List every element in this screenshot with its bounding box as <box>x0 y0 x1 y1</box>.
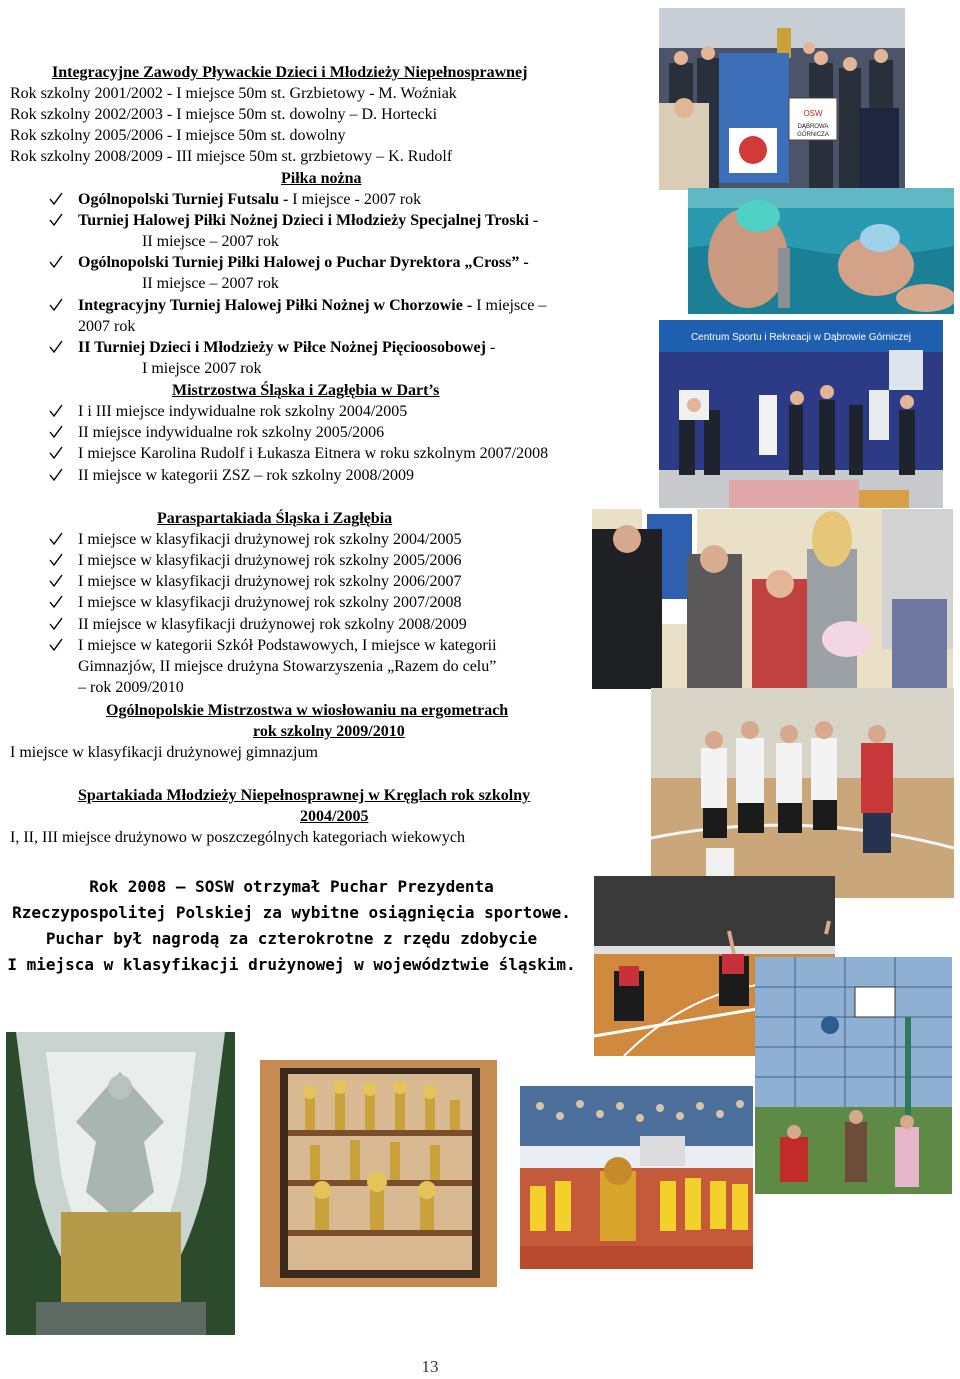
checkmark-icon <box>48 467 64 483</box>
paraspartakiada-item-cont: – rok 2009/2010 <box>78 679 184 696</box>
checkmark-icon <box>48 552 64 568</box>
checkmark-icon <box>48 531 64 547</box>
checkmark-icon <box>48 339 64 355</box>
football-item-cont: I miejsce 2007 rok <box>142 360 262 377</box>
checkmark-icon <box>48 212 64 228</box>
checkmark-icon <box>48 403 64 419</box>
bowling-heading: Spartakiada Młodzieży Niepełnosprawnej w Kręglach rok szkolny <box>78 787 531 804</box>
paraspartakiada-item: I miejsce w klasyfikacji drużynowej rok szkolny 2006/2007 <box>78 573 462 590</box>
football-item: Integracyjny Turniej Halowej Piłki Nożnej w Chorzowie - I miejsce – <box>78 297 547 314</box>
checkmark-icon <box>48 616 64 632</box>
paraspartakiada-heading: Paraspartakiada Śląska i Zagłębia <box>157 510 393 527</box>
crystal-trophy-photo <box>6 1032 235 1335</box>
paraspartakiada-item: I miejsce w kategorii Szkół Podstawowych, I miejsce w kategorii <box>78 637 497 654</box>
paraspartakiada-item: I miejsce w klasyfikacji drużynowej rok szkolny 2005/2006 <box>78 552 462 569</box>
swimming-pool-photo <box>688 188 954 314</box>
swimming-line: Rok szkolny 2008/2009 - III miejsce 50m st. grzbietowy – K. Rudolf <box>10 148 453 165</box>
paraspartakiada-item-cont: Gimnazjów, II miejsce drużyna Stowarzyszenia „Razem do celu” <box>78 658 497 675</box>
rowing-heading: rok szkolny 2009/2010 <box>253 723 405 740</box>
darts-item: I miejsce Karolina Rudolf i Łukasza Eitnera w roku szkolnym 2007/2008 <box>78 445 549 462</box>
paraspartakiada-item: II miejsce w klasyfikacji drużynowej rok szkolny 2008/2009 <box>78 616 467 633</box>
checkmark-icon <box>48 297 64 313</box>
checkmark-icon <box>48 191 64 207</box>
awards-stage-photo <box>659 320 943 508</box>
football-item: Turniej Halowej Piłki Nożnej Dzieci i Młodzieży Specjalnej Troski - <box>78 212 539 229</box>
checkmark-icon <box>48 424 64 440</box>
award-line: Rok 2008 – SOSW otrzymał Puchar Prezydenta <box>89 877 494 896</box>
trophy-cabinet-photo <box>260 1060 497 1287</box>
rowing-text: I miejsce w klasyfikacji drużynowej gimnazjum <box>10 744 318 761</box>
football-heading: Piłka nożna <box>281 170 362 187</box>
checkmark-icon <box>48 637 64 653</box>
football-item-cont: II miejsce – 2007 rok <box>142 275 279 292</box>
bowling-text: I, II, III miejsce drużynowo w poszczególnych kategoriach wiekowych <box>10 829 465 846</box>
rowing-heading: Ogólnopolskie Mistrzostwa w wiosłowaniu na ergometrach <box>106 702 509 719</box>
football-item: Ogólnopolski Turniej Piłki Halowej o Puchar Dyrektora „Cross” - <box>78 254 529 271</box>
checkmark-icon <box>48 254 64 270</box>
football-item-cont: 2007 rok <box>78 318 136 335</box>
outdoor-basketball-photo <box>755 957 952 1194</box>
football-item-cont: II miejsce – 2007 rok <box>142 233 279 250</box>
award-line: Puchar był nagrodą za czterokrotne z rzędu zdobycie <box>45 929 538 948</box>
bowling-heading: 2004/2005 <box>300 808 369 825</box>
darts-item: I i III miejsce indywidualne rok szkolny 2004/2005 <box>78 403 408 420</box>
svg-text:GÓRNICZA: GÓRNICZA <box>797 132 829 138</box>
football-item: Ogólnopolski Turniej Futsalu - I miejsce - 2007 rok <box>78 191 422 208</box>
award-line: I miejsca w klasyfikacji drużynowej w województwie śląskim. <box>7 955 576 974</box>
checkmark-icon <box>48 445 64 461</box>
svg-text:OSW: OSW <box>803 109 823 118</box>
group-ceremony-photo <box>659 8 905 190</box>
paraspartakiada-item: I miejsce w klasyfikacji drużynowej rok szkolny 2004/2005 <box>78 531 462 548</box>
darts-item: II miejsce indywidualne rok szkolny 2005/2006 <box>78 424 385 441</box>
award-line: Rzeczypospolitej Polskiej za wybitne osiągnięcia sportowe. <box>12 903 571 922</box>
basketball-team-photo <box>651 688 954 898</box>
darts-heading: Mistrzostwa Śląska i Zagłębia w Dart’s <box>172 382 440 399</box>
page-number: 13 <box>421 1357 439 1376</box>
paraspartakiada-item: I miejsce w klasyfikacji drużynowej rok szkolny 2007/2008 <box>78 594 462 611</box>
football-item: II Turniej Dzieci i Młodzieży w Piłce Nożnej Pięcioosobowej - <box>78 339 496 356</box>
swimming-line: Rok szkolny 2005/2006 - I miejsce 50m st. dowolny <box>10 127 346 144</box>
checkmark-icon <box>48 594 64 610</box>
sports-hall-mascot-photo <box>520 1086 753 1269</box>
svg-text:DĄBROWA: DĄBROWA <box>797 124 829 130</box>
swimming-line: Rok szkolny 2002/2003 - I miejsce 50m st. dowolny – D. Hortecki <box>10 106 438 123</box>
swimming-heading: Integracyjne Zawody Pływackie Dzieci i Młodzieży Niepełnosprawnej <box>52 64 528 81</box>
banner-label: Centrum Sportu i Rekreacji w Dąbrowie Górniczej <box>690 332 912 343</box>
darts-item: II miejsce w kategorii ZSZ – rok szkolny 2008/2009 <box>78 467 414 484</box>
swimming-line: Rok szkolny 2001/2002 - I miejsce 50m st. Grzbietowy - M. Woźniak <box>10 85 457 102</box>
checkmark-icon <box>48 573 64 589</box>
officials-flowers-photo <box>592 509 953 689</box>
